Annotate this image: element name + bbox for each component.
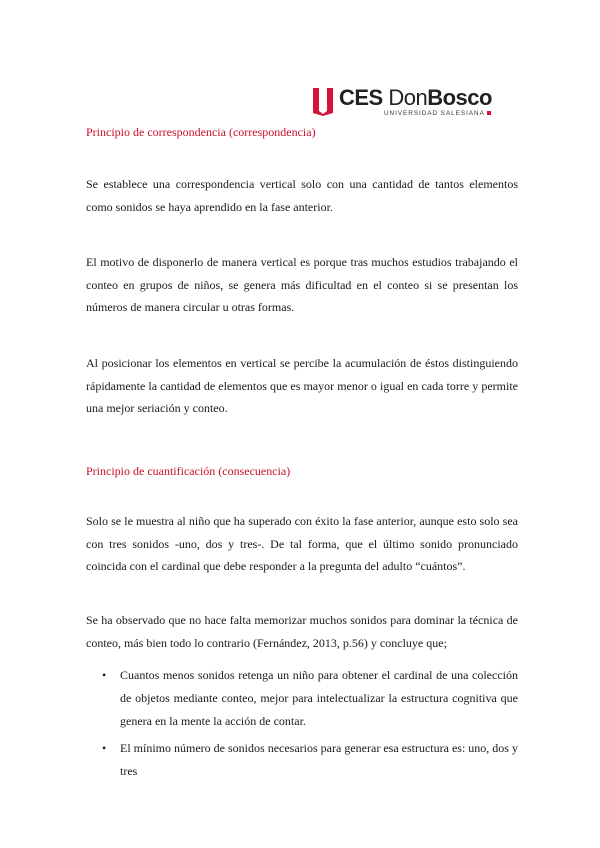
paragraph-solo-se-muestra: Solo se le muestra al niño que ha superado con éxito la fase anterior, aunque esto solo sea con tres sonidos -uno, dos y tres-. De tal forma, que el último sonido pronunciado coincida con el cardinal que debe responder a la pregunta del adulto “cuántos”. bbox=[86, 514, 518, 573]
logo-bosco: Bosco bbox=[427, 85, 492, 110]
heading-correspondencia: Principio de correspondencia (correspondencia) bbox=[86, 125, 316, 139]
logo-wordmark bbox=[339, 85, 492, 111]
ces-logo-mark-icon bbox=[310, 86, 336, 116]
bullet-icon: • bbox=[102, 668, 107, 682]
conclusions-list bbox=[102, 664, 518, 783]
logo-subtitle bbox=[384, 110, 491, 117]
ces-don-bosco-logo bbox=[310, 86, 494, 122]
list-item-text: El mínimo número de sonidos necesarios para generar esa estructura es: uno, dos y tres bbox=[120, 741, 518, 778]
paragraph-correspondencia-vertical: Se establece una correspondencia vertical solo con una cantidad de tantos elementos como sonidos se haya aprendido en la fase anterior. bbox=[86, 177, 518, 214]
list-item bbox=[102, 664, 518, 733]
heading-cuantificacion: Principio de cuantificación (consecuencia) bbox=[86, 464, 291, 478]
paragraph-motivo-vertical: El motivo de disponerlo de manera vertical es porque tras muchos estudios trabajando el conteo en grupos de niños, se genera más dificultad en el conteo si se presentan los números de manera circular u otras formas. bbox=[86, 255, 518, 314]
paragraph-se-ha-observado: Se ha observado que no hace falta memorizar muchos sonidos para dominar la técnica de conteo, más bien todo lo contrario (Fernández, 2013, p.56) y concluye que; bbox=[86, 613, 518, 650]
logo-dot-icon bbox=[487, 111, 491, 115]
list-item-text: Cuantos menos sonidos retenga un niño para obtener el cardinal de una colección de objetos mediante conteo, mejor para intelectualizar la estructura cognitiva que genera en la mente la acción de contar. bbox=[120, 668, 518, 728]
list-item bbox=[102, 737, 518, 783]
paragraph-posicionar-elementos: Al posicionar los elementos en vertical se percibe la acumulación de éstos distinguiendo rápidamente la cantidad de elementos que es mayor menor o igual en cada torre y permite una mejor seriación y conteo. bbox=[86, 356, 518, 415]
logo-don: Don bbox=[388, 85, 428, 110]
bullet-icon: • bbox=[102, 741, 107, 755]
logo-ces: CES bbox=[339, 85, 383, 110]
logo-subtitle-text: UNIVERSIDAD SALESIANA bbox=[384, 110, 485, 117]
